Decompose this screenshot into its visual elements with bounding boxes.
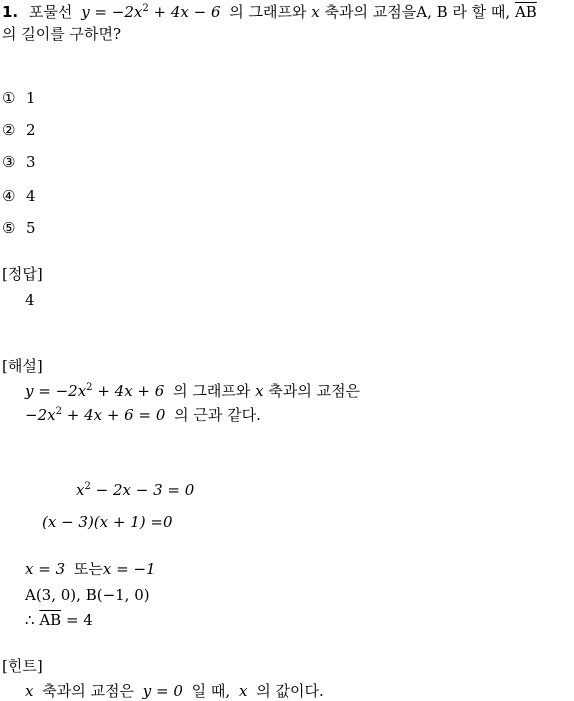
solution-exponent: 2 xyxy=(86,382,93,393)
choice-value: 3 xyxy=(26,153,36,171)
choice-value: 4 xyxy=(26,187,36,205)
solution-result: = 4 xyxy=(65,611,93,629)
hint-equation: y = 0 xyxy=(142,682,183,700)
solution-line-6: A(3, 0), B(−1, 0) xyxy=(25,586,150,604)
hint-text: 일 때, xyxy=(191,682,231,700)
solution-exponent: 2 xyxy=(55,406,62,417)
solution-line-4: (x − 3)(x + 1) =0 xyxy=(42,513,173,531)
solution-root-2: x = −1 xyxy=(102,560,156,578)
answer-header: [정답] xyxy=(2,265,43,283)
question-equation: y = −2x xyxy=(81,3,143,21)
solution-header: [해설] xyxy=(2,357,43,375)
solution-equation: −2x xyxy=(25,406,56,424)
solution-line-3 xyxy=(76,480,194,500)
choice-value: 2 xyxy=(26,121,36,139)
solution-text: 의 근과 같다. xyxy=(174,406,261,424)
question-equation-exponent: 2 xyxy=(142,3,149,14)
solution-text: 의 그래프와 xyxy=(173,382,251,400)
solution-text: 축과의 교점은 xyxy=(268,382,361,400)
hint-header: [힌트] xyxy=(2,657,43,675)
segment-ab: $\overline{AB}$ xyxy=(39,611,62,629)
question-line-2: 의 길이를 구하면? xyxy=(2,25,122,43)
hint-line xyxy=(25,681,324,701)
question-text: 포물선 xyxy=(28,3,73,21)
solution-line-7 xyxy=(25,610,93,630)
hint-variable: x xyxy=(25,682,34,700)
therefore-symbol: ∴ xyxy=(25,611,35,629)
question-text: 의 그래프와 xyxy=(229,3,307,21)
solution-equation-rest: − 2x − 3 = 0 xyxy=(95,481,195,499)
choice-3[interactable] xyxy=(2,152,36,172)
choice-mark: ① xyxy=(2,89,16,107)
solution-line-2 xyxy=(25,405,261,425)
question-line-1 xyxy=(2,2,537,22)
choice-value: 5 xyxy=(26,219,36,237)
choice-2[interactable] xyxy=(2,120,36,140)
solution-root-1: x = 3 xyxy=(25,560,66,578)
choice-mark: ⑤ xyxy=(2,219,16,237)
solution-equation-rest: + 4x + 6 xyxy=(97,382,165,400)
answer-value: 4 xyxy=(25,291,35,309)
segment-ab: $\overline{AB}$ xyxy=(514,3,537,21)
solution-equation-rest: + 4x + 6 = 0 xyxy=(66,406,166,424)
hint-variable: x xyxy=(238,682,248,700)
solution-equation: y = −2x xyxy=(25,382,87,400)
solution-equation: x xyxy=(76,481,85,499)
choice-4[interactable] xyxy=(2,186,36,206)
solution-text: 또는 xyxy=(73,560,103,578)
choice-5[interactable] xyxy=(2,218,36,238)
choice-mark: ③ xyxy=(2,153,16,171)
hint-text: 의 값이다. xyxy=(256,682,324,700)
question-variable: x xyxy=(311,3,320,21)
choice-mark: ④ xyxy=(2,187,16,205)
solution-line-5 xyxy=(25,559,156,579)
question-number: 1. xyxy=(2,3,19,21)
choice-value: 1 xyxy=(26,89,36,107)
question-equation-rest: + 4x − 6 xyxy=(153,3,221,21)
solution-line-1 xyxy=(25,381,360,401)
solution-variable: x xyxy=(255,382,264,400)
hint-text: 축과의 교점은 xyxy=(42,682,134,700)
choice-mark: ② xyxy=(2,121,16,139)
choice-1[interactable] xyxy=(2,88,36,108)
solution-exponent: 2 xyxy=(84,481,91,492)
question-text: 축과의 교점을A, B 라 할 때, xyxy=(324,3,511,21)
